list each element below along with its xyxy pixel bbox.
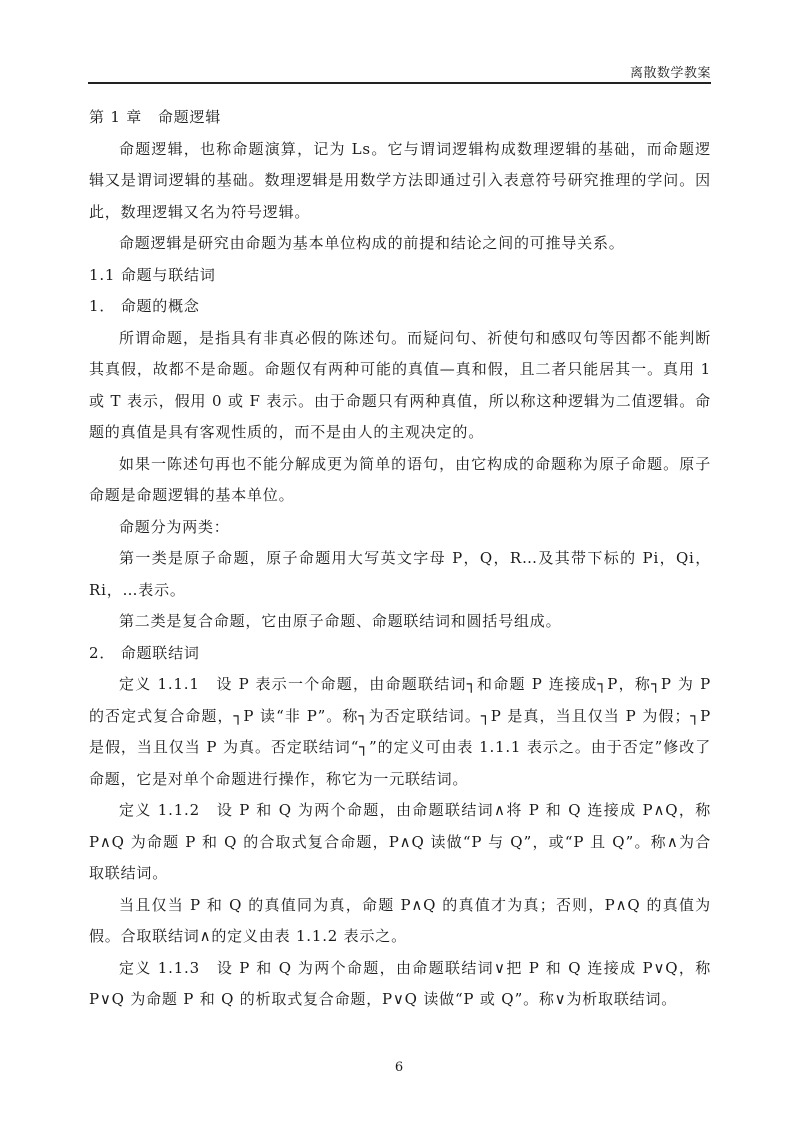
section-title: 1.1 命题与联结词 xyxy=(89,265,216,284)
paragraph: 第二类是复合命题，它由原子命题、命题联结词和圆括号组成。 xyxy=(119,612,562,630)
paragraph: 命题分为两类： xyxy=(119,517,230,536)
subsection-title: 1． 命题的概念 xyxy=(89,297,200,315)
paragraph: 命题逻辑是研究由命题为基本单位构成的前提和结论之间的可推导关系。 xyxy=(119,234,625,252)
running-header: 离散数学教案 xyxy=(629,66,711,81)
definition-paragraph: 定义 1.1.3 设 P 和 Q 为两个命题，由命题联结词∨把 P 和 Q 连接成 P∨Q，称 P∨Q 为命题 P 和 Q 的析取式复合命题，P∨Q 读做“P 或 Q”。称∨为析取联结词。 xyxy=(89,958,711,1008)
paragraph: 如果一陈述句再也不能分解成更为简单的语句，由它构成的命题称为原子命题。原子命题是命题逻辑的基本单位。 xyxy=(89,454,711,504)
definition-paragraph: 定义 1.1.1 设 P 表示一个命题，由命题联结词┐和命题 P 连接成┐P，称┐P 为 P 的否定式复合命题，┐P 读“非 P”。称┐为否定联结词。┐P 是真，当且仅当 P 为假；┐P 是假，当且仅当 P 为真。否定联结词“┐”的定义可由表 1.1.1 表示之。由于否定”修改了命题，它是对单个命题进行操作，称它为一元联结词。 xyxy=(89,675,711,788)
document-body xyxy=(89,102,711,1016)
paragraph: 第一类是原子命题，原子命题用大写英文字母 P，Q，R…及其带下标的 Pi，Qi，Ri，…表示。 xyxy=(89,549,711,599)
paragraph: 命题逻辑，也称命题演算，记为 Ls。它与谓词逻辑构成数理逻辑的基础，而命题逻辑又是谓词逻辑的基础。数理逻辑是用数学方法即通过引入表意符号研究推理的学问。因此，数理逻辑又名为符号逻辑。 xyxy=(89,139,711,221)
subsection-title: 2． 命题联结词 xyxy=(89,643,200,662)
chapter-title: 第 1 章 命题逻辑 xyxy=(89,108,222,126)
paragraph: 所谓命题，是指具有非真必假的陈述句。而疑问句、祈使句和感叹句等因都不能判断其真假，故都不是命题。命题仅有两种可能的真值—真和假，且二者只能居其一。真用 1 或 T 表示，假用 0 或 F 表示。由于命题只有两种真值，所以称这种逻辑为二值逻辑。命题的真值是具有客观性质的，而不是由人的主观决定的。 xyxy=(89,328,711,441)
header-rule xyxy=(88,82,711,84)
page-number: 6 xyxy=(394,1060,404,1075)
definition-paragraph: 定义 1.1.2 设 P 和 Q 为两个命题，由命题联结词∧将 P 和 Q 连接成 P∧Q，称 P∧Q 为命题 P 和 Q 的合取式复合命题，P∧Q 读做“P 与 Q”，或“P 且 Q”。称∧为合取联结词。 xyxy=(89,801,711,882)
paragraph: 当且仅当 P 和 Q 的真值同为真，命题 P∧Q 的真值才为真；否则，P∧Q 的真值为假。合取联结词∧的定义由表 1.1.2 表示之。 xyxy=(89,895,711,945)
